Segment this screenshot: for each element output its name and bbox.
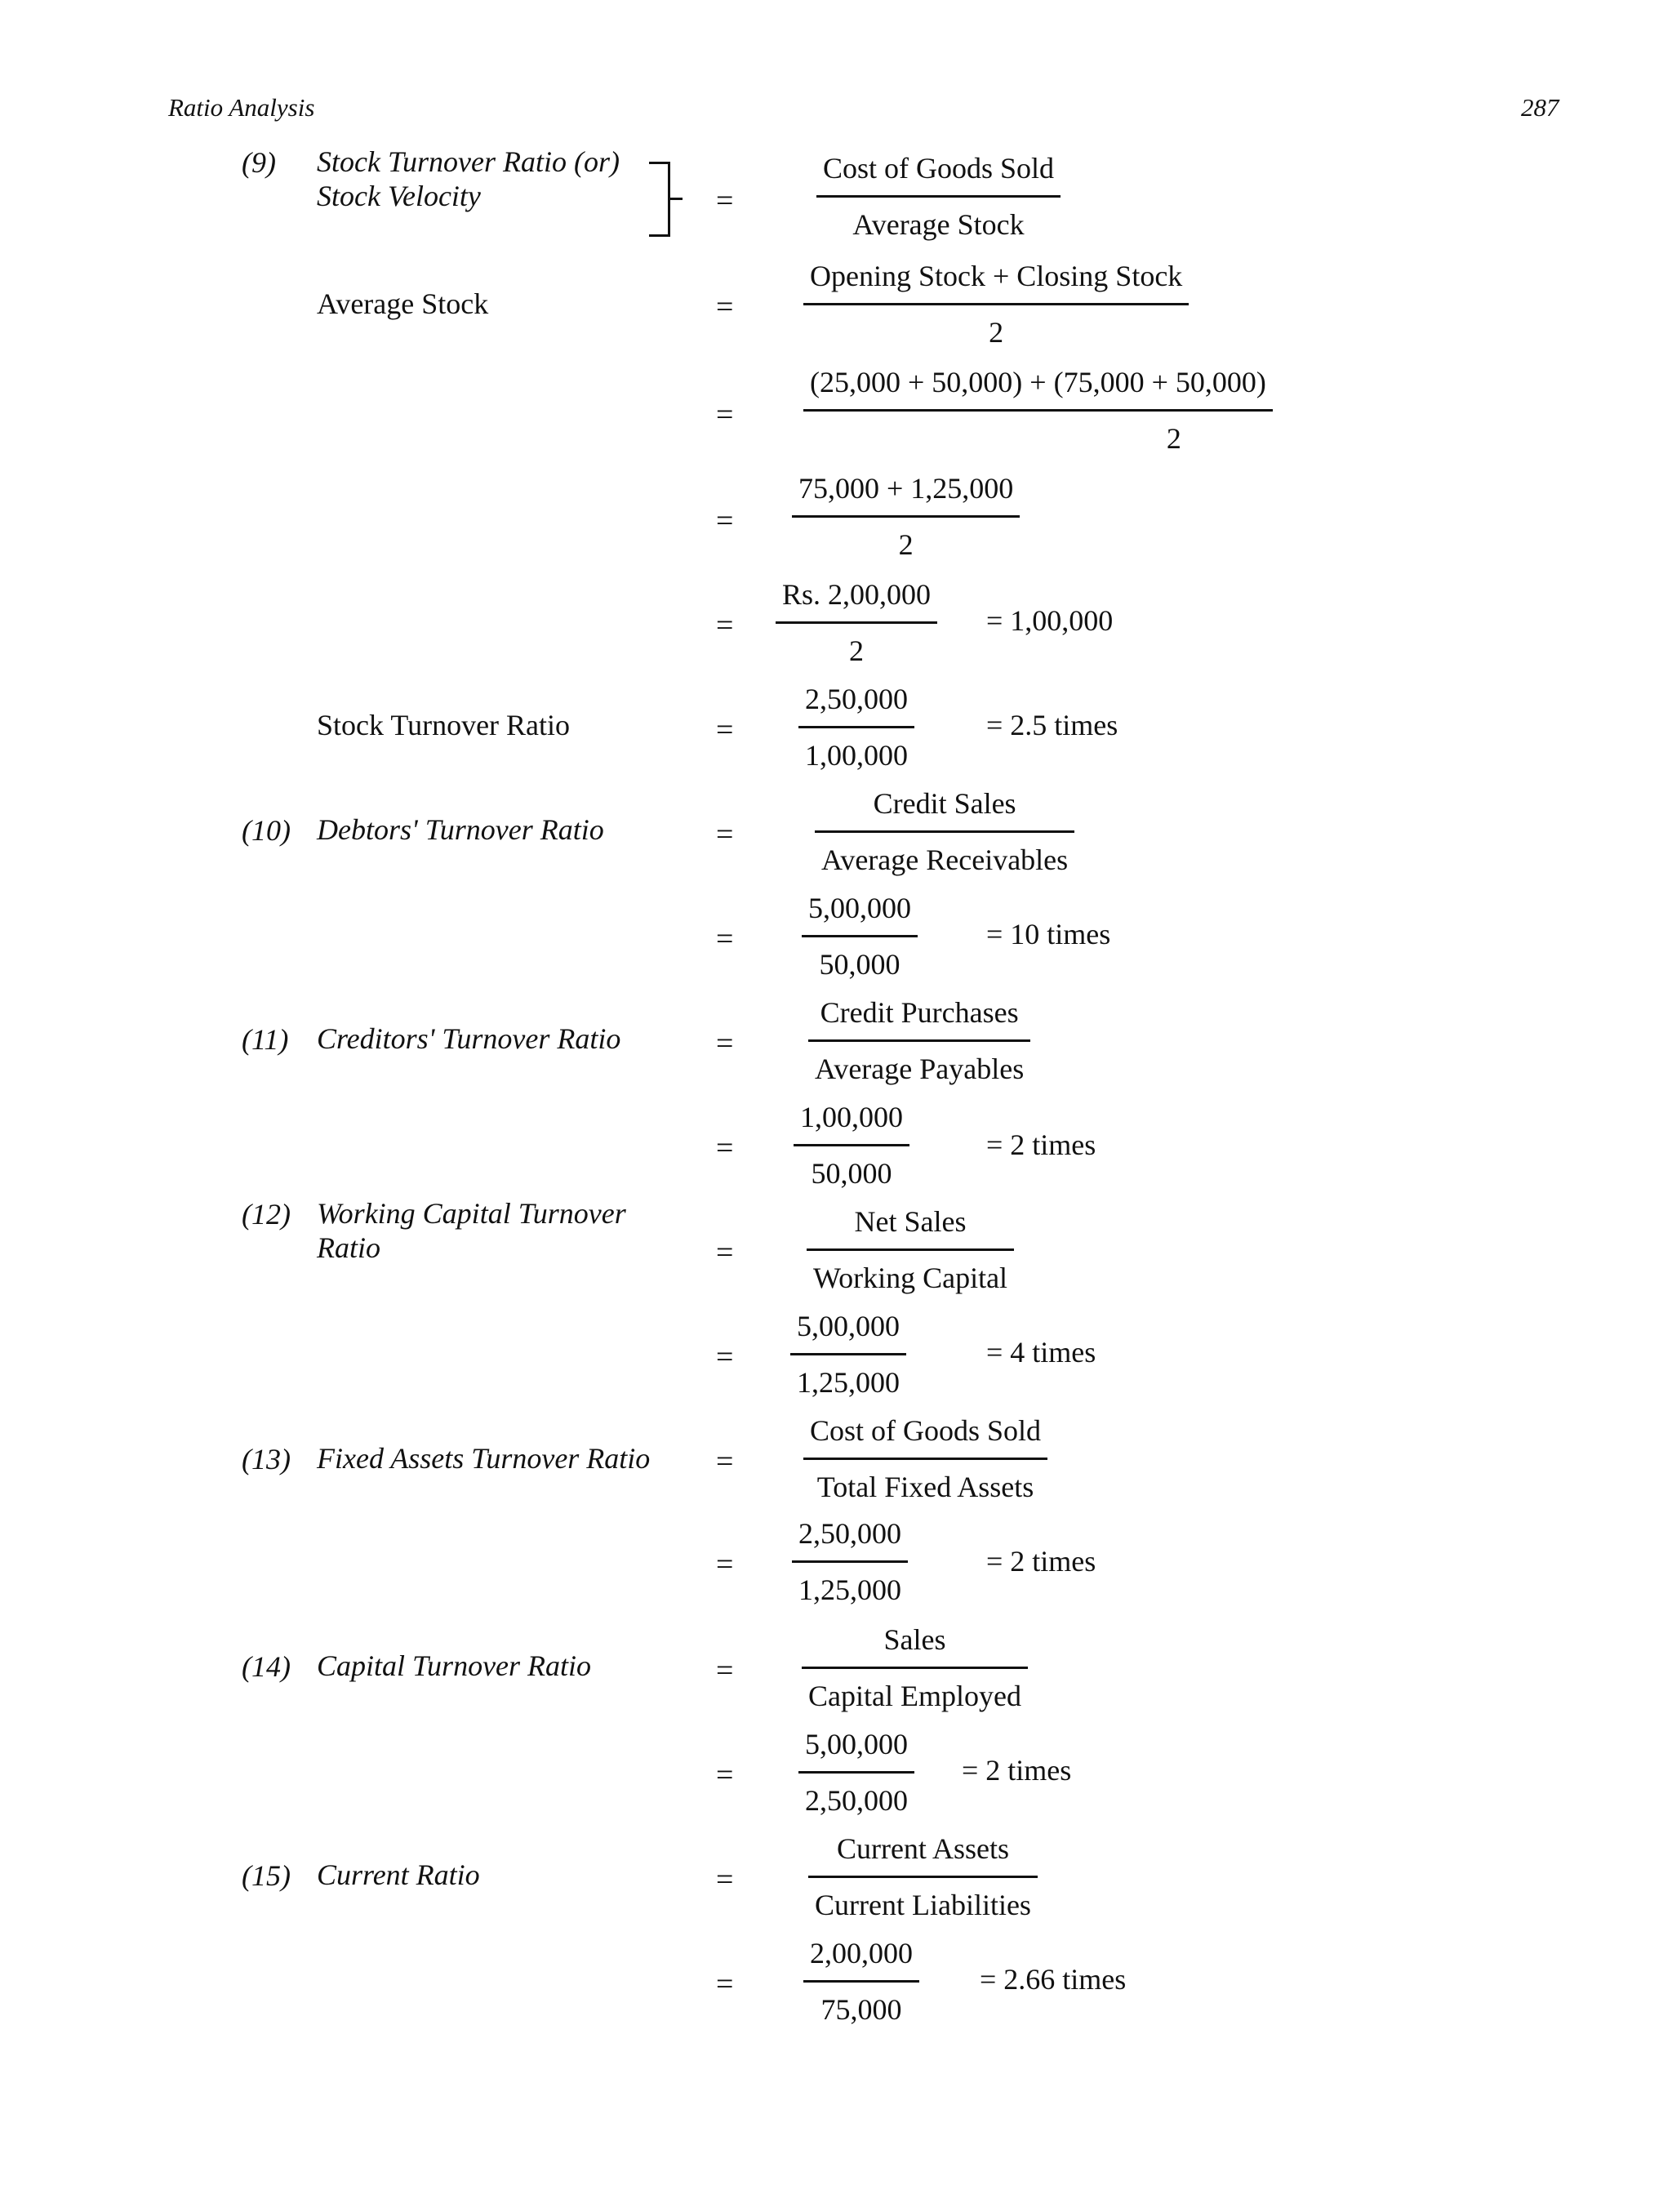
equals-sign: = bbox=[716, 817, 734, 852]
numerator: Rs. 2,00,000 bbox=[782, 578, 932, 611]
denominator: Average Stock bbox=[852, 208, 1025, 241]
equals-sign: = bbox=[716, 1444, 734, 1479]
denominator: 2 bbox=[898, 528, 914, 561]
numerator: (25,000 + 50,000) + (75,000 + 50,000) bbox=[810, 366, 1266, 398]
fraction bbox=[803, 364, 1273, 456]
equals-sign: = bbox=[716, 922, 734, 956]
item-label: Stock Turnover Ratio bbox=[317, 709, 571, 741]
equals-sign: = bbox=[716, 1026, 734, 1061]
item-number: (15) bbox=[242, 1859, 291, 1892]
page-number: 287 bbox=[1521, 93, 1559, 122]
item-number: (14) bbox=[242, 1650, 291, 1683]
fraction bbox=[790, 1308, 906, 1400]
item-label: Debtors' Turnover Ratio bbox=[317, 813, 604, 846]
numerator: 75,000 + 1,25,000 bbox=[798, 472, 1014, 505]
denominator: Average Payables bbox=[815, 1053, 1025, 1085]
fraction bbox=[794, 1099, 909, 1191]
item-number: (12) bbox=[242, 1198, 291, 1231]
item-label: Fixed Assets Turnover Ratio bbox=[317, 1442, 651, 1475]
fraction bbox=[808, 1831, 1038, 1923]
equals-sign: = bbox=[716, 398, 734, 432]
fraction bbox=[816, 150, 1061, 243]
fraction bbox=[803, 1413, 1047, 1505]
numerator: Credit Sales bbox=[873, 787, 1016, 820]
denominator: 2 bbox=[1166, 422, 1181, 455]
equals-sign: = bbox=[716, 1653, 734, 1688]
numerator: 1,00,000 bbox=[800, 1101, 903, 1133]
numerator: 5,00,000 bbox=[805, 1728, 908, 1760]
fraction bbox=[792, 470, 1020, 563]
denominator: 50,000 bbox=[819, 948, 900, 981]
fraction bbox=[792, 1515, 908, 1608]
result: = 4 times bbox=[986, 1336, 1096, 1369]
denominator: Average Receivables bbox=[821, 843, 1069, 876]
fraction bbox=[776, 576, 937, 669]
right-brace bbox=[649, 162, 674, 237]
item-number: (9) bbox=[242, 146, 276, 179]
denominator: Capital Employed bbox=[808, 1680, 1021, 1712]
equals-sign: = bbox=[716, 1758, 734, 1792]
fraction bbox=[802, 1622, 1028, 1714]
fraction bbox=[807, 1204, 1014, 1296]
fraction bbox=[798, 1726, 914, 1818]
equals-sign: = bbox=[716, 713, 734, 747]
fraction bbox=[803, 258, 1189, 350]
result: = 2 times bbox=[986, 1545, 1096, 1578]
equals-sign: = bbox=[716, 1863, 734, 1897]
numerator: 2,50,000 bbox=[805, 683, 908, 715]
numerator: Credit Purchases bbox=[820, 996, 1019, 1029]
result: = 1,00,000 bbox=[986, 604, 1114, 637]
running-header: Ratio Analysis bbox=[168, 93, 315, 122]
equals-sign: = bbox=[716, 504, 734, 538]
fraction bbox=[803, 1935, 919, 2027]
equals-sign: = bbox=[716, 184, 734, 218]
item-number: (10) bbox=[242, 814, 291, 847]
result: = 2.5 times bbox=[986, 709, 1118, 741]
numerator: Cost of Goods Sold bbox=[810, 1414, 1042, 1447]
fraction bbox=[808, 995, 1030, 1087]
fraction bbox=[815, 786, 1074, 878]
result: = 10 times bbox=[986, 918, 1111, 950]
denominator: 1,25,000 bbox=[797, 1366, 900, 1399]
denominator: Total Fixed Assets bbox=[816, 1471, 1034, 1503]
denominator: Working Capital bbox=[813, 1262, 1008, 1294]
numerator: 5,00,000 bbox=[797, 1310, 900, 1342]
denominator: 2 bbox=[989, 316, 1004, 349]
numerator: 2,50,000 bbox=[798, 1517, 901, 1550]
denominator: 2,50,000 bbox=[805, 1784, 908, 1817]
equals-sign: = bbox=[716, 608, 734, 643]
denominator: 2 bbox=[849, 634, 865, 667]
fraction bbox=[802, 890, 918, 982]
numerator: Current Assets bbox=[836, 1832, 1009, 1865]
fraction bbox=[798, 681, 914, 773]
equals-sign: = bbox=[716, 1547, 734, 1582]
equals-sign: = bbox=[716, 1131, 734, 1165]
denominator: Current Liabilities bbox=[815, 1889, 1031, 1921]
numerator: 5,00,000 bbox=[808, 892, 911, 924]
equals-sign: = bbox=[716, 1235, 734, 1270]
item-number: (11) bbox=[242, 1023, 289, 1056]
numerator: Sales bbox=[883, 1623, 946, 1656]
item-label: Stock Velocity bbox=[317, 180, 481, 212]
result: = 2 times bbox=[986, 1128, 1096, 1161]
result: = 2.66 times bbox=[980, 1963, 1127, 1996]
denominator: 50,000 bbox=[811, 1157, 892, 1190]
equals-sign: = bbox=[716, 1967, 734, 2001]
item-label: Stock Turnover Ratio (or) bbox=[317, 145, 620, 178]
equals-sign: = bbox=[716, 1340, 734, 1374]
item-label: Ratio bbox=[317, 1231, 380, 1264]
item-number: (13) bbox=[242, 1443, 291, 1475]
item-label: Working Capital Turnover bbox=[317, 1197, 626, 1230]
item-label: Creditors' Turnover Ratio bbox=[317, 1022, 621, 1055]
equals-sign: = bbox=[716, 290, 734, 324]
denominator: 1,00,000 bbox=[805, 739, 908, 772]
numerator: 2,00,000 bbox=[810, 1937, 913, 1969]
numerator: Cost of Goods Sold bbox=[823, 152, 1055, 185]
denominator: 75,000 bbox=[820, 1993, 902, 2026]
item-label: Average Stock bbox=[317, 287, 489, 320]
denominator: 1,25,000 bbox=[798, 1573, 901, 1606]
numerator: Net Sales bbox=[854, 1205, 967, 1238]
result: = 2 times bbox=[962, 1754, 1072, 1787]
item-label: Current Ratio bbox=[317, 1858, 480, 1891]
item-label: Capital Turnover Ratio bbox=[317, 1649, 592, 1682]
numerator: Opening Stock + Closing Stock bbox=[810, 260, 1183, 292]
